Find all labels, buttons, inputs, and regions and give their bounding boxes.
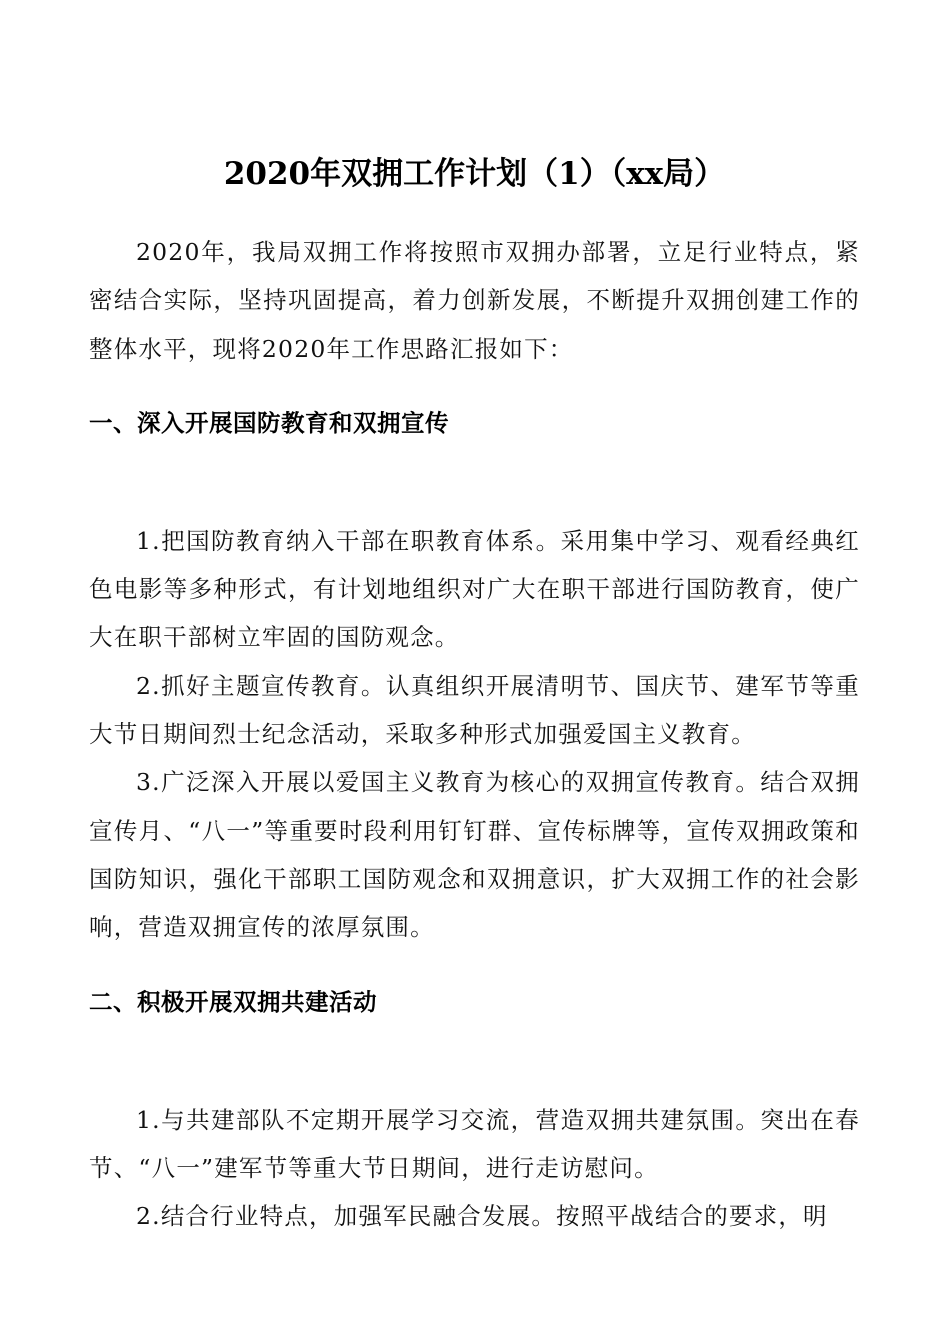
document-title: 2020年双拥工作计划（1）（xx局） bbox=[223, 156, 726, 192]
section-2-paragraph-2: 2.结合行业特点，加强军民融合发展。按照平战结合的要求，明 bbox=[136, 1202, 828, 1231]
document-body bbox=[89, 148, 860, 1240]
section-2-paragraph-1: 1.与共建部队不定期开展学习交流，营造双拥共建氛围。突出在春节、“八一”建军节等重大节日期间，进行走访慰问。 bbox=[89, 1105, 860, 1182]
section-1-paragraph-2: 2.抓好主题宣传教育。认真组织开展清明节、国庆节、建军节等重大节日期间烈士纪念活动，采取多种形式加强爱国主义教育。 bbox=[89, 671, 860, 749]
intro-paragraph: 2020年，我局双拥工作将按照市双拥办部署，立足行业特点，紧密结合实际，坚持巩固提高，着力创新发展，不断提升双拥创建工作的整体水平，现将2020年工作思路汇报如下： bbox=[89, 238, 860, 363]
section-1-paragraph-3: 3.广泛深入开展以爱国主义教育为核心的双拥宣传教育。结合双拥宣传月、“八一”等重要时段利用钉钉群、宣传标牌等，宣传双拥政策和国防知识，强化干部职工国防观念和双拥意识，扩大双拥工作的社会影响，营造双拥宣传的浓厚氛围。 bbox=[89, 768, 860, 942]
section-1-paragraph-1: 1.把国防教育纳入干部在职教育体系。采用集中学习、观看经典红色电影等多种形式，有计划地组织对广大在职干部进行国防教育，使广大在职干部树立牢固的国防观念。 bbox=[89, 526, 860, 652]
section-heading-1: 一、深入开展国防教育和双拥宣传 bbox=[89, 408, 449, 437]
section-heading-2: 二、积极开展双拥共建活动 bbox=[89, 987, 377, 1016]
